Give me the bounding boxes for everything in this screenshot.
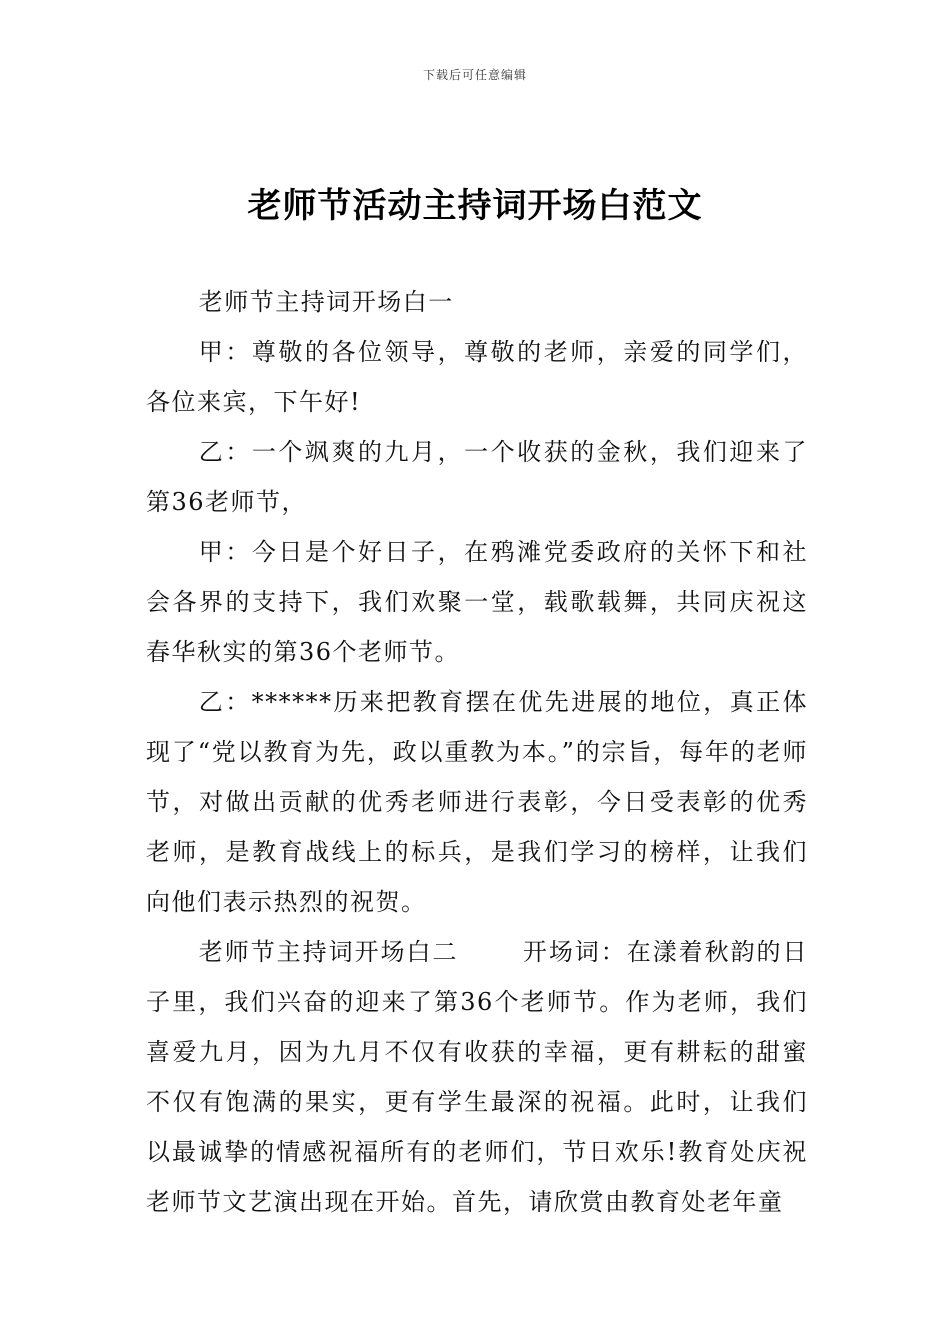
section-heading-1: 老师节主持词开场白一 (198, 288, 454, 316)
paragraph-section-2 (146, 927, 808, 1227)
document-title: 老师节活动主持词开场白范文 (247, 186, 703, 226)
section-heading-2: 老师节主持词开场白二 (198, 938, 459, 966)
paragraph-celebration: 甲：今日是个好日子，在鸦滩党委政府的关怀下和社会各界的支持下，我们欢聚一堂，载歌载舞，共同庆祝这春华秋实的第36个老师节。 (146, 538, 808, 666)
paragraph-september: 乙：一个飒爽的九月，一个收获的金秋，我们迎来了第36老师节， (146, 438, 808, 516)
document-body (146, 277, 808, 1227)
section-2-text: 开场词：在漾着秋韵的日子里，我们兴奋的迎来了第36个老师节。作为老师，我们喜爱九月，因为九月不仅有收获的幸福，更有耕耘的甜蜜不仅有饱满的果实，更有学生最深的祝福。此时，让我们以最诚挚的情感祝福所有的老师们，节日欢乐!教育处庆祝老师节文艺演出现在开始。首先，请欣赏由教育处老年童 (146, 938, 809, 1216)
paragraph-greeting: 甲：尊敬的各位领导，尊敬的老师，亲爱的同学们，各位来宾，下午好! (146, 338, 808, 416)
header-note: 下载后可任意编辑 (422, 68, 527, 82)
paragraph-education-priority: 乙：******历来把教育摆在优先进展的地位，真正体现了“党以教育为先，政以重教为本。”的宗旨，每年的老师节，对做出贡献的优秀老师进行表彰，今日受表彰的优秀老师，是教育战线上的标兵，是我们学习的榜样，让我们向他们表示热烈的祝贺。 (146, 688, 808, 916)
